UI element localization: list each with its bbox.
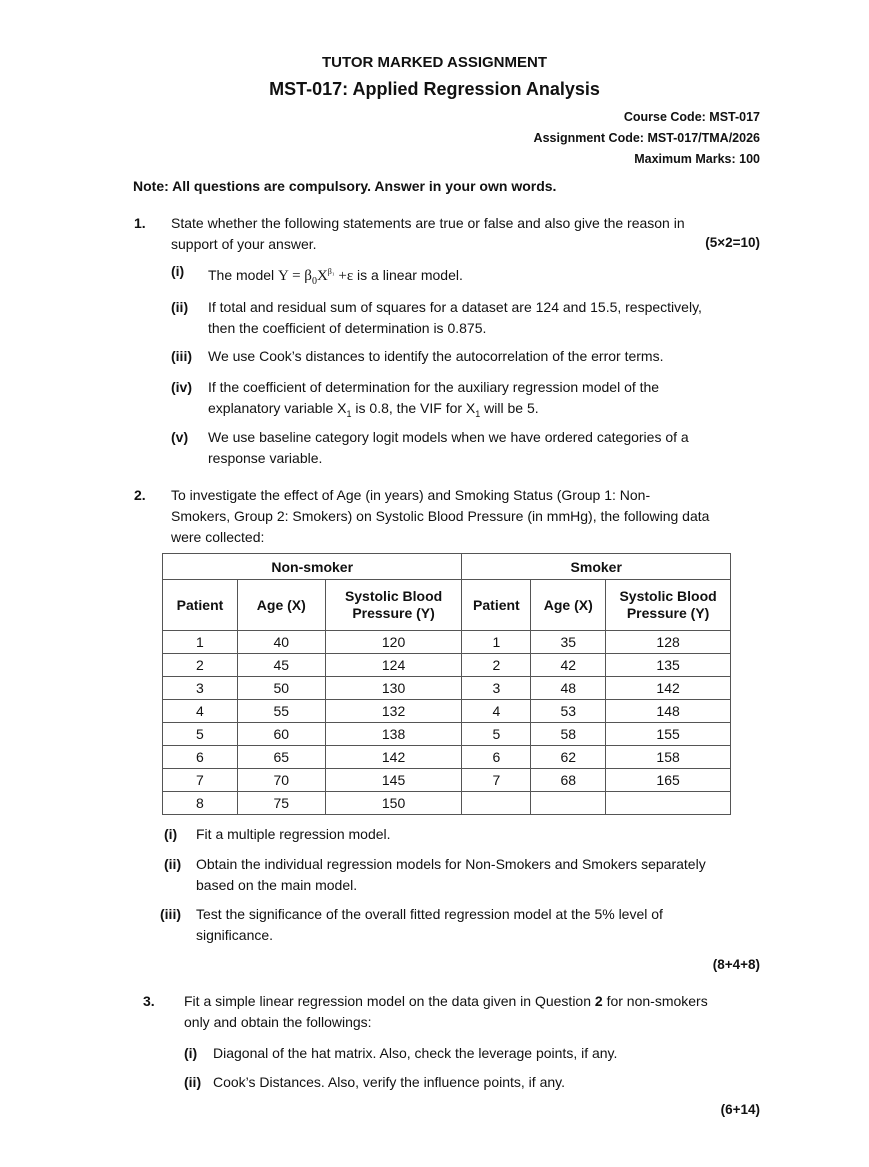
table-cell: 1 (462, 631, 531, 654)
table-cell: 68 (531, 769, 606, 792)
table-cell: 53 (531, 700, 606, 723)
col-header-patient: Patient (462, 580, 531, 631)
table-cell: 120 (325, 631, 462, 654)
table-row (163, 677, 731, 700)
table-cell: 45 (237, 654, 325, 677)
q3-text-line1: Fit a simple linear regression model on the data given in Question 2 for non-smokers (184, 993, 708, 1009)
table-cell: 1 (163, 631, 238, 654)
q1-item-label: (iii) (171, 348, 192, 364)
table-cell: 7 (462, 769, 531, 792)
q2-item-ii-line1: Obtain the individual regression models for Non-Smokers and Smokers separately (196, 856, 706, 872)
q2-item-label: (ii) (164, 856, 182, 872)
q2-item-ii-line2: based on the main model. (196, 877, 358, 893)
table-cell: 6 (163, 746, 238, 769)
table-cell: 4 (462, 700, 531, 723)
table-cell: 2 (163, 654, 238, 677)
table-cell: 3 (462, 677, 531, 700)
table-cell (531, 792, 606, 815)
q1-item-ii-line1: If total and residual sum of squares for a dataset are 124 and 15.5, respectively, (208, 299, 702, 315)
q3-item-label: (ii) (184, 1074, 202, 1090)
table-cell: 150 (325, 792, 462, 815)
doc-title: TUTOR MARKED ASSIGNMENT (322, 54, 547, 71)
q1-item-i-post: is a linear model. (357, 267, 463, 283)
table-cell: 5 (163, 723, 238, 746)
group-header-smoker: Smoker (462, 554, 731, 580)
col-header-age: Age (X) (237, 580, 325, 631)
q2-item-label: (iii) (160, 906, 181, 922)
table-row (163, 723, 731, 746)
q2-item-iii-line1: Test the significance of the overall fitted regression model at the 5% level of (196, 906, 663, 922)
table-cell: 2 (462, 654, 531, 677)
table-cell: 7 (163, 769, 238, 792)
col-header-sbp: Systolic Blood Pressure (Y) (606, 580, 731, 631)
q3-text-line2: only and obtain the followings: (184, 1014, 372, 1030)
table-cell: 158 (606, 746, 731, 769)
q1-item-label: (ii) (171, 299, 189, 315)
table-cell: 4 (163, 700, 238, 723)
instructions-note: Note: All questions are compulsory. Answer in your own words. (133, 178, 557, 194)
table-cell: 35 (531, 631, 606, 654)
q2-item-iii-line2: significance. (196, 927, 274, 943)
table-cell: 42 (531, 654, 606, 677)
table-cell: 50 (237, 677, 325, 700)
table-cell: 145 (325, 769, 462, 792)
table-cell (606, 792, 731, 815)
bp-data-table (162, 553, 731, 815)
col-header-patient: Patient (163, 580, 238, 631)
table-row (163, 700, 731, 723)
q1-item-iii: We use Cook’s distances to identify the autocorrelation of the error terms. (208, 348, 664, 364)
q1-item-label: (iv) (171, 379, 192, 395)
q1-marks: (5×2=10) (705, 235, 760, 250)
q1-item-label: (i) (171, 263, 185, 279)
q2-item-label: (i) (164, 826, 178, 842)
table-cell: 3 (163, 677, 238, 700)
table-cell: 70 (237, 769, 325, 792)
table-cell (462, 792, 531, 815)
table-cell: 58 (531, 723, 606, 746)
table-cell: 142 (325, 746, 462, 769)
course-code: Course Code: MST-017 (623, 110, 760, 124)
col-header-sbp: Systolic Blood Pressure (Y) (325, 580, 462, 631)
table-cell: 60 (237, 723, 325, 746)
table-cell: 124 (325, 654, 462, 677)
q3-item-ii: Cook’s Distances. Also, verify the influence points, if any. (213, 1074, 565, 1090)
q2-text-line2: Smokers, Group 2: Smokers) on Systolic Blood Pressure (in mmHg), the following data (171, 508, 710, 524)
table-cell: 75 (237, 792, 325, 815)
table-cell: 128 (606, 631, 731, 654)
q3-item-i: Diagonal of the hat matrix. Also, check the leverage points, if any. (213, 1045, 618, 1061)
q2-text-line3: were collected: (171, 529, 265, 545)
col-header-age: Age (X) (531, 580, 606, 631)
q1-item-i (208, 262, 463, 292)
model-equation: $Y = \beta_0X^{\beta_1} +\varepsilon$ (278, 267, 354, 287)
group-header-nonsmoker: Non-smoker (163, 554, 462, 580)
q1-number: 1. (134, 215, 146, 231)
q1-item-ii-line2: then the coefficient of determination is 0.875. (208, 320, 487, 336)
table-cell: 6 (462, 746, 531, 769)
q2-number: 2. (134, 487, 146, 503)
q2-item-i: Fit a multiple regression model. (196, 826, 391, 842)
table-cell: 5 (462, 723, 531, 746)
q2-marks: (8+4+8) (712, 957, 760, 972)
q1-text-line2: support of your answer. (171, 236, 317, 252)
assignment-code: Assignment Code: MST-017/TMA/2026 (533, 131, 760, 145)
table-cell: 62 (531, 746, 606, 769)
table-cell: 40 (237, 631, 325, 654)
table-cell: 155 (606, 723, 731, 746)
table-cell: 65 (237, 746, 325, 769)
table-cell: 55 (237, 700, 325, 723)
table-row (163, 769, 731, 792)
q3-item-label: (i) (184, 1045, 198, 1061)
table-row (163, 654, 731, 677)
q3-marks: (6+14) (720, 1102, 760, 1117)
q1-item-iv-line1: If the coefficient of determination for the auxiliary regression model of the (208, 379, 660, 395)
q1-item-v-line2: response variable. (208, 450, 323, 466)
q1-item-iv-line2: explanatory variable $X_1$ is 0.8, the VIF for $X_1$ will be 5. (208, 400, 539, 419)
table-row (163, 746, 731, 769)
table-cell: 130 (325, 677, 462, 700)
table-cell: 8 (163, 792, 238, 815)
table-cell: 138 (325, 723, 462, 746)
table-cell: 165 (606, 769, 731, 792)
q1-item-v-line1: We use baseline category logit models when we have ordered categories of a (208, 429, 689, 445)
q1-text-line1: State whether the following statements are true or false and also give the reason in (171, 215, 685, 231)
table-cell: 148 (606, 700, 731, 723)
table-cell: 132 (325, 700, 462, 723)
q1-item-i-pre: The model (208, 267, 275, 283)
q2-text-line1: To investigate the effect of Age (in years) and Smoking Status (Group 1: Non- (171, 487, 651, 503)
q3-number: 3. (143, 993, 155, 1009)
table-cell: 142 (606, 677, 731, 700)
max-marks: Maximum Marks: 100 (634, 152, 760, 166)
course-title: MST-017: Applied Regression Analysis (269, 79, 600, 99)
table-row (163, 792, 731, 815)
table-row (163, 631, 731, 654)
q1-item-label: (v) (171, 429, 189, 445)
table-cell: 48 (531, 677, 606, 700)
table-cell: 135 (606, 654, 731, 677)
